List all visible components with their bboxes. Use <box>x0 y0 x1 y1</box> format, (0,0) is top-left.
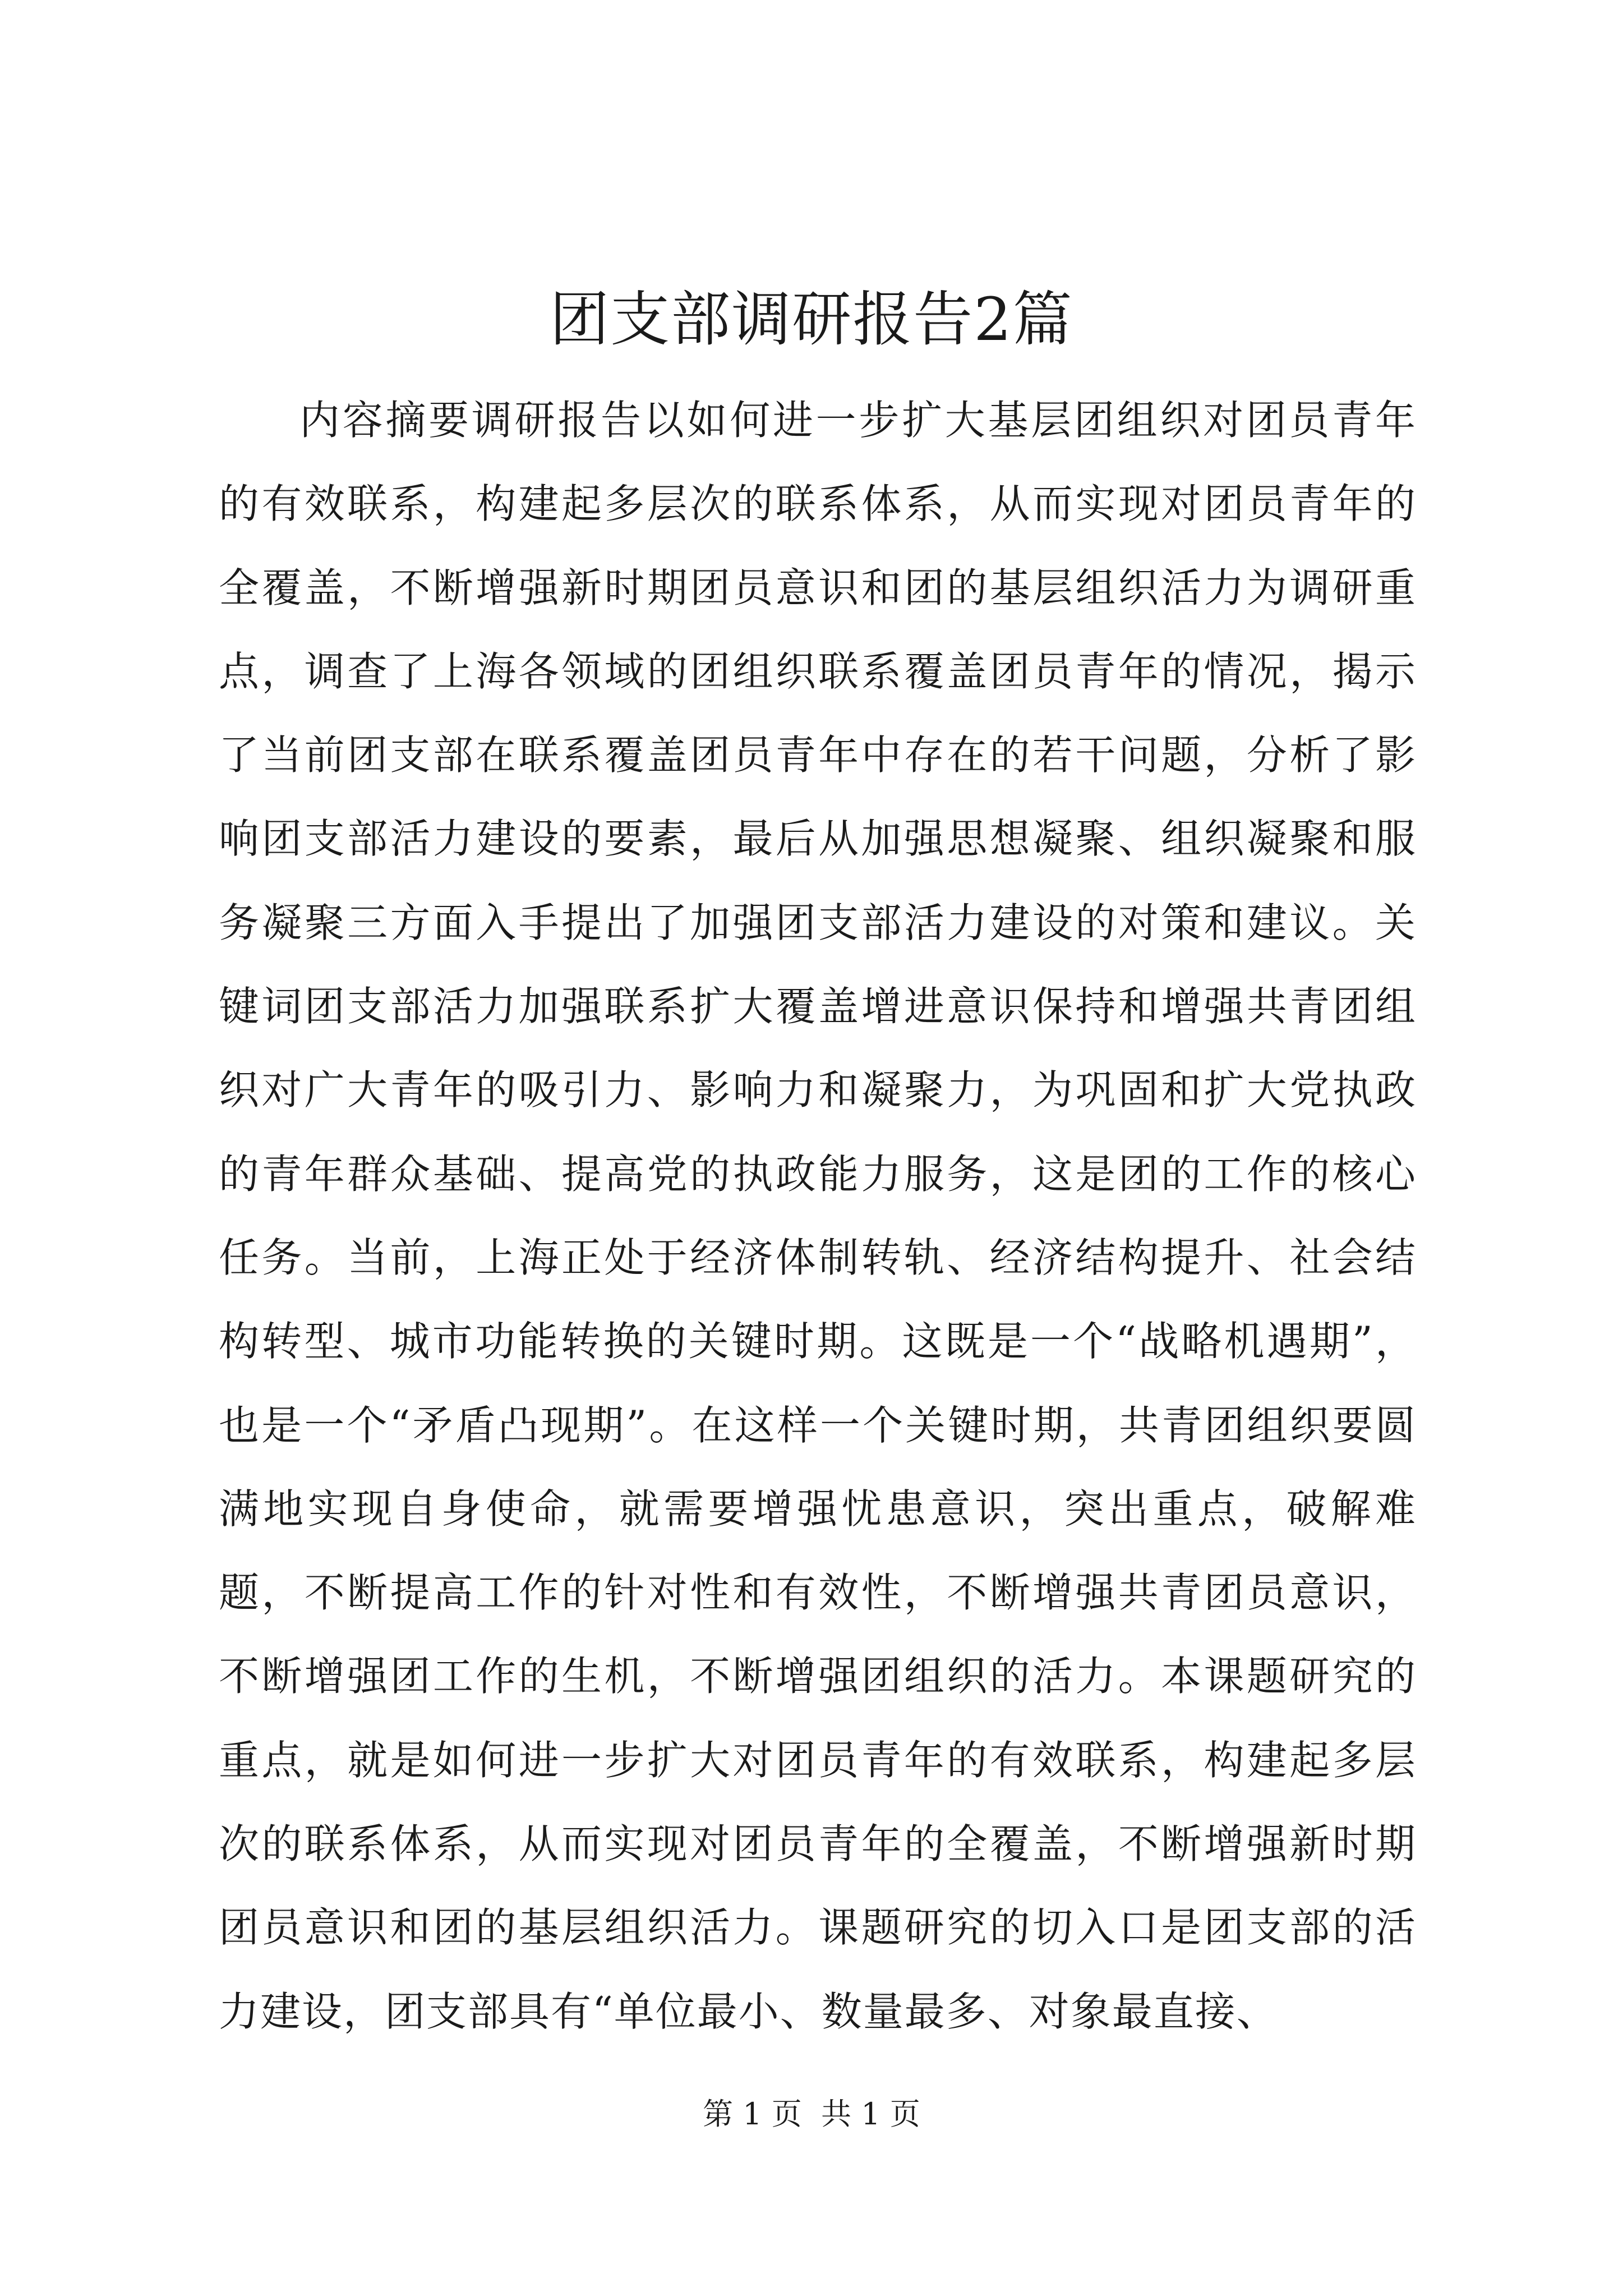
document-title: 团支部调研报告2篇 <box>550 285 1073 354</box>
document-body-paragraph: 内容摘要调研报告以如何进一步扩大基层团组织对团员青年的有效联系，构建起多层次的联系体系，从而实现对团员青年的全覆盖，不断增强新时期团员意识和团的基层组织活力为调研重点，调查了上海各领域的团组织联系覆盖团员青年的情况，揭示了当前团支部在联系覆盖团员青年中存在的若干问题，分析了影响团支部活力建设的要素，最后从加强思想凝聚、组织凝聚和服务凝聚三方面入手提出了加强团支部活力建设的对策和建议。关键词团支部活力加强联系扩大覆盖增进意识保持和增强共青团组织对广大青年的吸引力、影响力和凝聚力，为巩固和扩大党执政的青年群众基础、提高党的执政能力服务，这是团的工作的核心任务。当前，上海正处于经济体制转轨、经济结构提升、社会结构转型、城市功能转换的关键时期。这既是一个“战略机遇期”，也是一个“矛盾凸现期”。在这样一个关键时期，共青团组织要圆满地实现自身使命，就需要增强忧患意识，突出重点，破解难题，不断提高工作的针对性和有效性，不断增强共青团员意识，不断增强团工作的生机，不断增强团组织的活力。本课题研究的重点，就是如何进一步扩大对团员青年的有效联系，构建起多层次的联系体系，从而实现对团员青年的全覆盖，不断增强新时期团员意识和团的基层组织活力。课题研究的切入口是团支部的活力建设，团支部具有“单位最小、数量最多、对象最直接、 <box>219 397 1417 2035</box>
page-number-label: 第 1 页 共 1 页 <box>703 2096 920 2132</box>
page-footer <box>0 2095 1623 2134</box>
